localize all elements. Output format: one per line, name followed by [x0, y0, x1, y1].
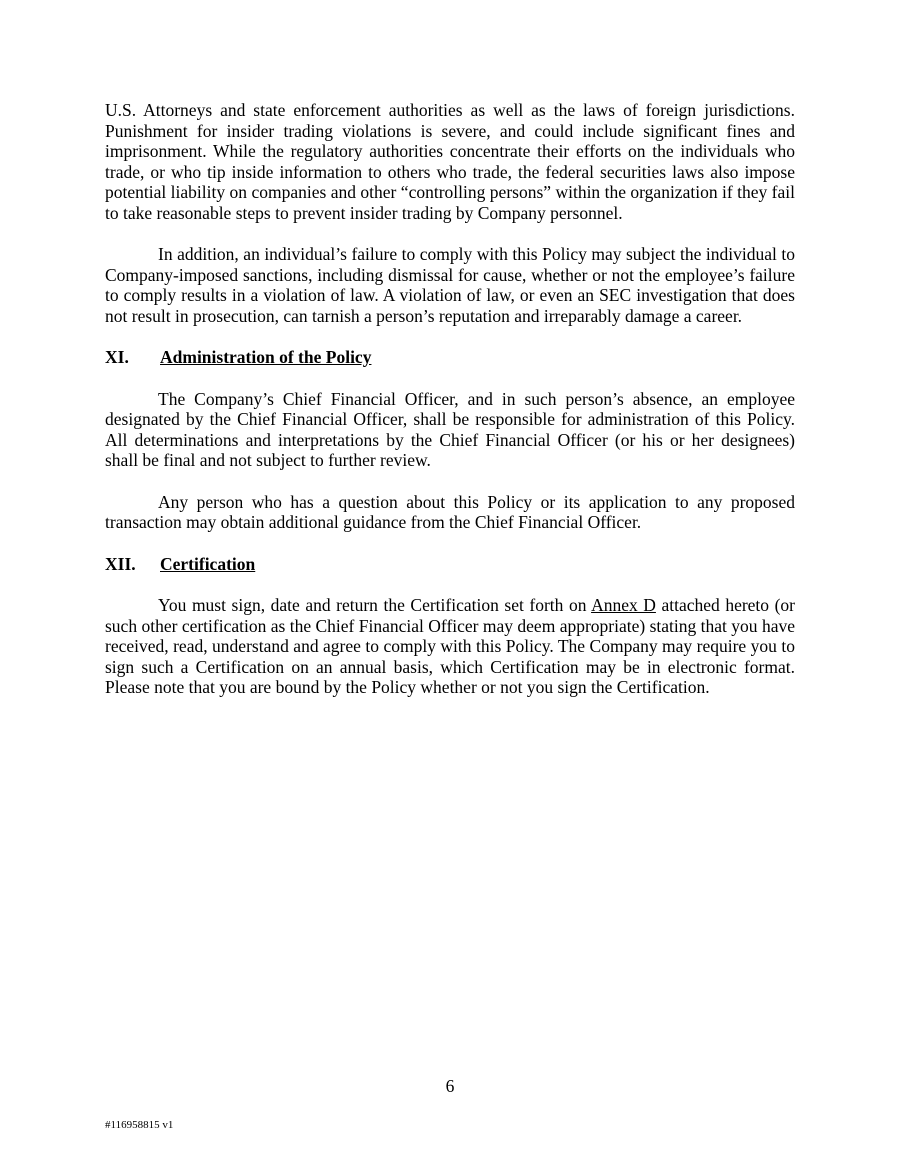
section-xi-title: Administration of the Policy	[160, 347, 372, 367]
document-body	[105, 100, 795, 719]
section-heading-xii	[105, 554, 795, 575]
document-id-footer: #116958815 v1	[105, 1119, 174, 1131]
paragraph-insider-trading-penalties: U.S. Attorneys and state enforcement authorities as well as the laws of foreign jurisdictions. Punishment for insider trading violations is severe, and could include significant fines and imprisonment. While the regulatory authorities concentrate their efforts on the individuals who trade, or who tip inside information to others who trade, the federal securities laws also impose potential liability on companies and other “controlling persons” within the organization if they fail to take reasonable steps to prevent insider trading by Company personnel.	[105, 100, 795, 223]
section-xii-number: XII.	[105, 553, 136, 574]
paragraph-company-sanctions: In addition, an individual’s failure to comply with this Policy may subject the individual to Company-imposed sanctions, including dismissal for cause, whether or not the employee’s failure to comply results in a violation of law. A violation of law, or even an SEC investigation that does not result in prosecution, can tarnish a person’s reputation and irreparably damage a career.	[105, 244, 795, 326]
annex-d-reference: Annex D	[591, 595, 656, 615]
page-number: 6	[445, 1076, 455, 1096]
section-xii-title: Certification	[160, 553, 256, 574]
section-heading-xi	[105, 347, 795, 368]
certification-text-before-annex: You must sign, date and return the Certification set forth on	[158, 595, 592, 615]
section-xi-number: XI.	[105, 347, 129, 367]
paragraph-cfo-administration: The Company’s Chief Financial Officer, and in such person’s absence, an employee designated by the Chief Financial Officer, shall be responsible for administration of this Policy. All determinations and interpretations by the Chief Financial Officer (or his or her designees) shall be final and not subject to further review.	[105, 388, 795, 470]
certification-text-after-annex: attached hereto (or such other certification as the Chief Financial Officer may deem appropriate) stating that you have received, read, understand and agree to comply with this Policy. The Company may require you to sign such a Certification on an annual basis, which Certification may be in electronic format. Please note that you are bound by the Policy whether or not you sign the Certification.	[105, 595, 796, 697]
paragraph-certification	[105, 595, 795, 698]
paragraph-policy-questions: Any person who has a question about this Policy or its application to any proposed transaction may obtain additional guidance from the Chief Financial Officer.	[105, 491, 795, 532]
